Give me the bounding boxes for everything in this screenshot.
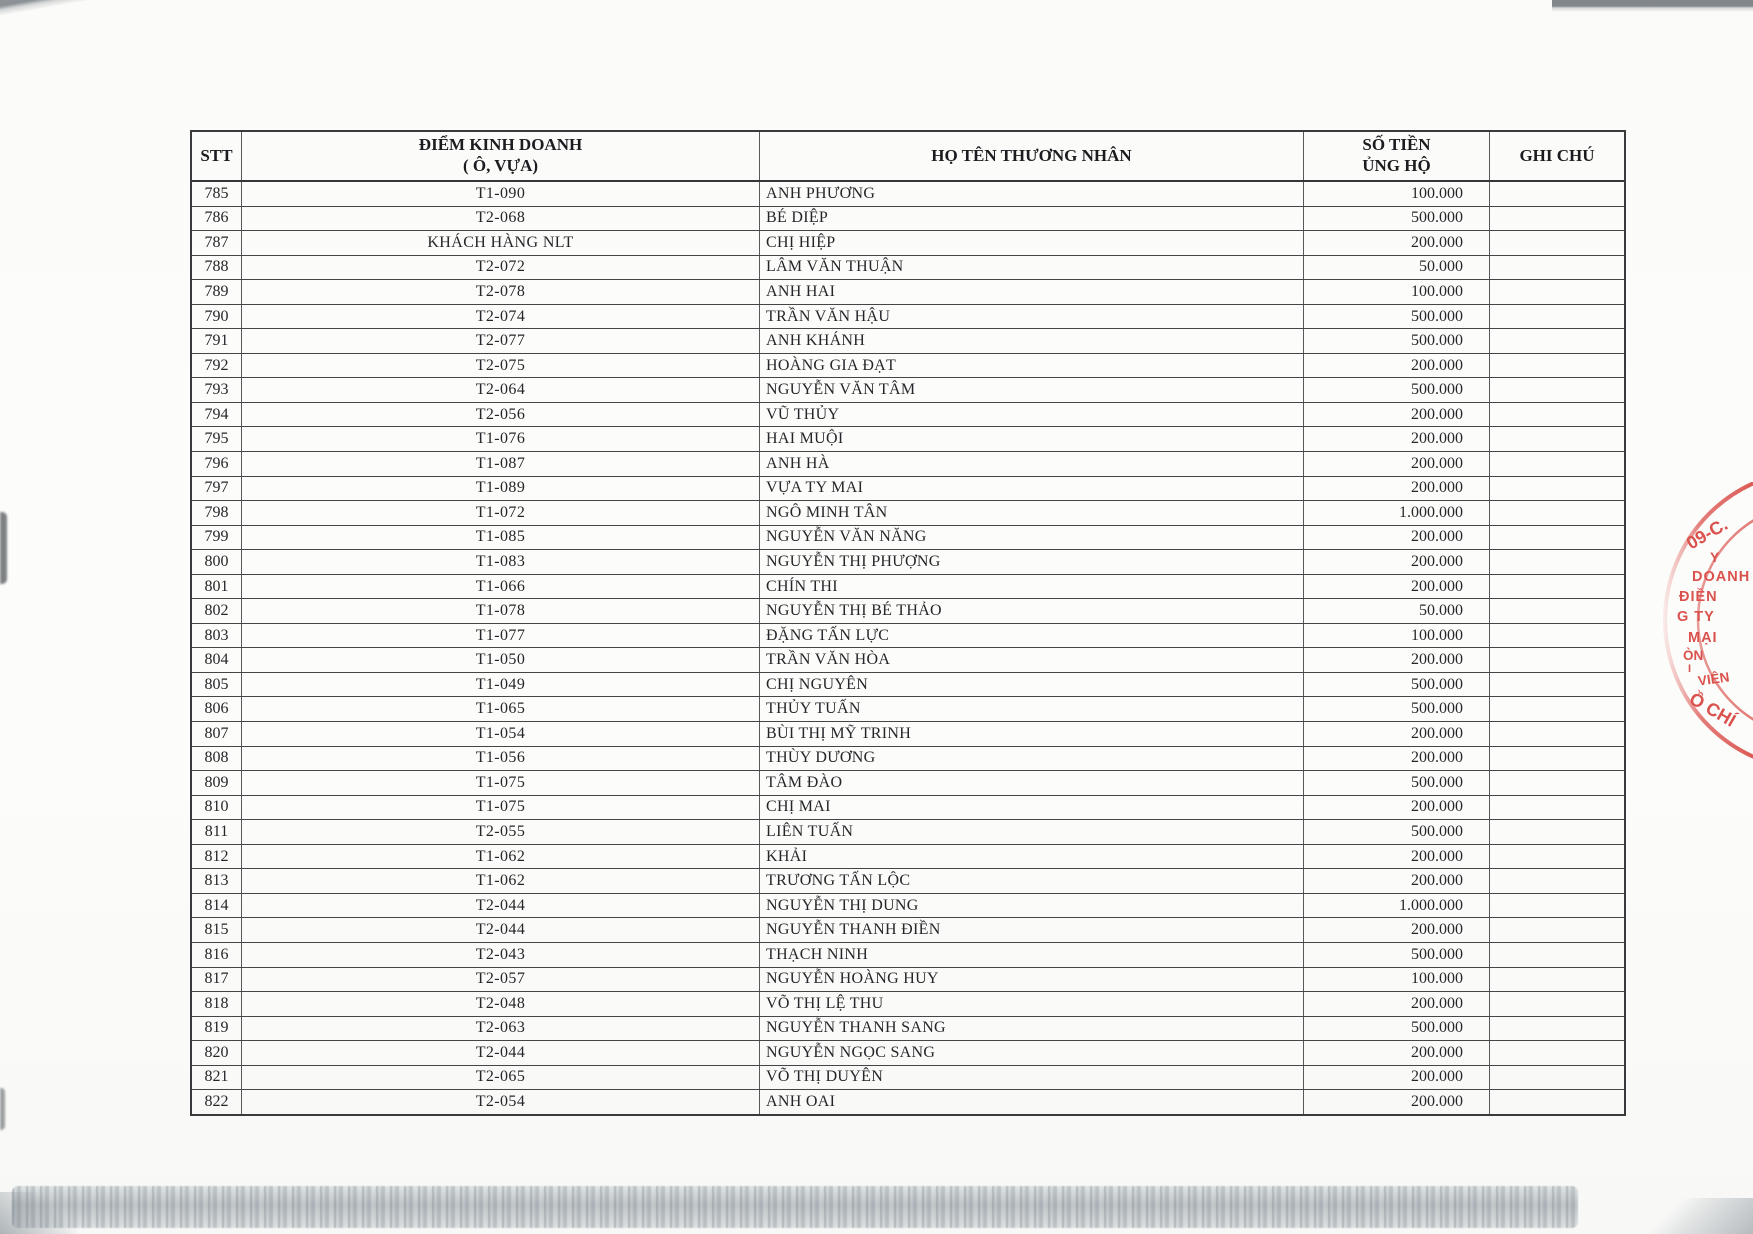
cell-hoten: LÂM VĂN THUẬN [760,256,1304,280]
cell-hoten: ANH KHÁNH [760,329,1304,353]
cell-ghichu [1490,427,1624,451]
cell-hoten: TÂM ĐÀO [760,771,1304,795]
cell-stt: 807 [192,722,242,746]
cell-sotien: 200.000 [1304,747,1490,771]
stamp-frag-i: I [1688,663,1692,675]
table-row [192,575,1624,600]
cell-sotien: 200.000 [1304,722,1490,746]
table-row [192,403,1624,428]
cell-ghichu [1490,845,1624,869]
cell-diem: T2-074 [242,305,760,329]
cell-diem: T1-072 [242,501,760,525]
cell-ghichu [1490,992,1624,1016]
cell-sotien: 200.000 [1304,427,1490,451]
cell-ghichu [1490,968,1624,992]
cell-hoten: HOÀNG GIA ĐẠT [760,354,1304,378]
cell-stt: 818 [192,992,242,1016]
cell-hoten: VỰA TY MAI [760,477,1304,501]
scan-bottom-band [12,1186,1578,1228]
table-row [192,452,1624,477]
cell-diem: T2-075 [242,354,760,378]
cell-diem: T2-054 [242,1090,760,1114]
header-hoten-label: HỌ TÊN THƯƠNG NHÂN [931,145,1132,165]
cell-sotien: 500.000 [1304,305,1490,329]
table-row [192,894,1624,919]
scan-edge-top-left [0,0,170,22]
cell-hoten: CHỊ NGUYÊN [760,673,1304,697]
cell-sotien: 500.000 [1304,697,1490,721]
cell-hoten: CHỊ MAI [760,796,1304,820]
cell-sotien: 50.000 [1304,599,1490,623]
cell-stt: 785 [192,182,242,206]
cell-diem: T2-043 [242,943,760,967]
cell-hoten: VŨ THỦY [760,403,1304,427]
cell-diem: T1-085 [242,526,760,550]
donation-table [190,130,1626,1116]
cell-diem: T2-057 [242,968,760,992]
cell-diem: T2-055 [242,820,760,844]
table-row [192,1017,1624,1042]
cell-stt: 809 [192,771,242,795]
table-row [192,550,1624,575]
cell-stt: 820 [192,1041,242,1065]
cell-stt: 800 [192,550,242,574]
cell-diem: KHÁCH HÀNG NLT [242,231,760,255]
table-row [192,820,1624,845]
cell-sotien: 500.000 [1304,820,1490,844]
stamp-frag-mai: MẠI [1688,630,1718,646]
cell-hoten: TRƯƠNG TẤN LỘC [760,869,1304,893]
cell-diem: T1-065 [242,697,760,721]
cell-diem: T1-054 [242,722,760,746]
cell-sotien: 50.000 [1304,256,1490,280]
cell-sotien: 200.000 [1304,354,1490,378]
cell-ghichu [1490,403,1624,427]
cell-stt: 792 [192,354,242,378]
scan-smudge [0,1088,5,1130]
header-stt [192,132,242,180]
cell-hoten: ANH OAI [760,1090,1304,1114]
scan-smudge [0,512,7,584]
cell-stt: 808 [192,747,242,771]
cell-sotien: 500.000 [1304,771,1490,795]
cell-stt: 799 [192,526,242,550]
table-body [192,182,1624,1114]
cell-sotien: 100.000 [1304,280,1490,304]
cell-hoten: NGUYỄN THỊ DUNG [760,894,1304,918]
scan-edge-top-right [1552,0,1753,12]
cell-diem: T1-075 [242,796,760,820]
cell-stt: 813 [192,869,242,893]
table-row [192,747,1624,772]
cell-ghichu [1490,1090,1624,1114]
table-row [192,477,1624,502]
cell-sotien: 200.000 [1304,526,1490,550]
cell-hoten: NGUYỄN VĂN NĂNG [760,526,1304,550]
header-ho-ten [760,132,1304,180]
cell-diem: T1-090 [242,182,760,206]
cell-diem: T1-077 [242,624,760,648]
stamp-frag-y: Y [1710,549,1720,565]
table-row [192,207,1624,232]
cell-sotien: 1.000.000 [1304,894,1490,918]
table-row [192,501,1624,526]
cell-stt: 798 [192,501,242,525]
cell-stt: 810 [192,796,242,820]
table-row [192,869,1624,894]
table-row [192,673,1624,698]
cell-sotien: 100.000 [1304,624,1490,648]
table-row [192,1066,1624,1091]
cell-hoten: ANH PHƯƠNG [760,182,1304,206]
cell-diem: T1-078 [242,599,760,623]
cell-sotien: 200.000 [1304,477,1490,501]
cell-ghichu [1490,354,1624,378]
cell-hoten: TRẦN VĂN HẬU [760,305,1304,329]
table-row [192,697,1624,722]
cell-diem: T2-077 [242,329,760,353]
cell-hoten: CHÍN THI [760,575,1304,599]
cell-sotien: 1.000.000 [1304,501,1490,525]
cell-diem: T1-087 [242,452,760,476]
cell-hoten: NGUYỄN NGỌC SANG [760,1041,1304,1065]
cell-hoten: LIÊN TUẤN [760,820,1304,844]
cell-sotien: 500.000 [1304,943,1490,967]
cell-diem: T1-049 [242,673,760,697]
table-row [192,918,1624,943]
cell-hoten: NGUYỄN THANH SANG [760,1017,1304,1041]
table-row [192,354,1624,379]
table-row [192,771,1624,796]
cell-sotien: 500.000 [1304,207,1490,231]
cell-ghichu [1490,256,1624,280]
cell-hoten: NGÔ MINH TÂN [760,501,1304,525]
cell-ghichu [1490,378,1624,402]
header-diem-line2: ( Ô, VỰA) [462,156,539,175]
cell-sotien: 200.000 [1304,1066,1490,1090]
cell-stt: 788 [192,256,242,280]
cell-sotien: 200.000 [1304,845,1490,869]
cell-hoten: KHẢI [760,845,1304,869]
cell-diem: T2-056 [242,403,760,427]
cell-hoten: NGUYỄN THỊ BÉ THẢO [760,599,1304,623]
table-row [192,182,1624,207]
cell-sotien: 200.000 [1304,231,1490,255]
cell-stt: 811 [192,820,242,844]
cell-stt: 790 [192,305,242,329]
table-row [192,1090,1624,1114]
cell-diem: T2-044 [242,918,760,942]
table-header-row [192,132,1624,182]
table-row [192,280,1624,305]
cell-stt: 787 [192,231,242,255]
cell-diem: T1-066 [242,575,760,599]
cell-hoten: ANH HÀ [760,452,1304,476]
cell-hoten: NGUYỄN HOÀNG HUY [760,968,1304,992]
cell-hoten: NGUYỄN VĂN TÂM [760,378,1304,402]
cell-ghichu [1490,329,1624,353]
cell-sotien: 100.000 [1304,182,1490,206]
cell-ghichu [1490,207,1624,231]
cell-ghichu [1490,182,1624,206]
table-row [192,305,1624,330]
cell-hoten: ANH HAI [760,280,1304,304]
cell-diem: T1-083 [242,550,760,574]
table-row [192,992,1624,1017]
header-ghi-chu [1490,132,1624,180]
cell-stt: 795 [192,427,242,451]
cell-ghichu [1490,231,1624,255]
cell-ghichu [1490,452,1624,476]
table-row [192,624,1624,649]
cell-hoten: THỦY TUẤN [760,697,1304,721]
stamp-frag-code: 09-C. [1682,514,1732,554]
cell-ghichu [1490,796,1624,820]
cell-hoten: VÕ THỊ DUYÊN [760,1066,1304,1090]
table-row [192,845,1624,870]
cell-hoten: ĐẶNG TẤN LỰC [760,624,1304,648]
cell-ghichu [1490,918,1624,942]
cell-sotien: 200.000 [1304,648,1490,672]
cell-stt: 819 [192,1017,242,1041]
cell-sotien: 100.000 [1304,968,1490,992]
cell-stt: 794 [192,403,242,427]
cell-sotien: 200.000 [1304,1041,1490,1065]
cell-diem: T1-062 [242,869,760,893]
cell-stt: 804 [192,648,242,672]
stamp-frag-doanh: DOANH [1692,569,1751,585]
cell-stt: 803 [192,624,242,648]
scan-edge-bottom-right [1646,1198,1753,1234]
cell-ghichu [1490,1017,1624,1041]
table-row [192,256,1624,281]
cell-stt: 817 [192,968,242,992]
table-row [192,599,1624,624]
cell-stt: 802 [192,599,242,623]
table-row [192,526,1624,551]
cell-stt: 797 [192,477,242,501]
cell-sotien: 200.000 [1304,796,1490,820]
cell-stt: 816 [192,943,242,967]
cell-hoten: TRẦN VĂN HÒA [760,648,1304,672]
table-row [192,329,1624,354]
header-sotien-line2: ỦNG HỘ [1362,156,1431,175]
header-so-tien [1304,132,1490,180]
header-sotien-line1: SỐ TIỀN [1362,135,1431,155]
cell-ghichu [1490,820,1624,844]
table-row [192,943,1624,968]
cell-sotien: 500.000 [1304,378,1490,402]
cell-diem: T2-048 [242,992,760,1016]
cell-hoten: THÙY DƯƠNG [760,747,1304,771]
cell-diem: T1-089 [242,477,760,501]
cell-stt: 822 [192,1090,242,1114]
cell-sotien: 200.000 [1304,403,1490,427]
cell-ghichu [1490,894,1624,918]
cell-sotien: 200.000 [1304,452,1490,476]
table-row [192,648,1624,673]
stamp-frag-on: ÒN [1683,648,1704,663]
cell-diem: T2-063 [242,1017,760,1041]
cell-diem: T2-078 [242,280,760,304]
cell-ghichu [1490,305,1624,329]
cell-ghichu [1490,1066,1624,1090]
table-row [192,231,1624,256]
cell-stt: 793 [192,378,242,402]
cell-stt: 805 [192,673,242,697]
stamp-frag-hochi: Ồ CHÍ [1685,688,1740,731]
cell-diem: T2-064 [242,378,760,402]
cell-diem: T2-044 [242,1041,760,1065]
cell-sotien: 500.000 [1304,1017,1490,1041]
cell-ghichu [1490,943,1624,967]
cell-diem: T2-044 [242,894,760,918]
stamp-frag-dien: ĐIỀN [1679,589,1718,605]
cell-hoten: THẠCH NINH [760,943,1304,967]
table-row [192,1041,1624,1066]
cell-sotien: 200.000 [1304,1090,1490,1114]
cell-stt: 821 [192,1066,242,1090]
cell-sotien: 200.000 [1304,992,1490,1016]
cell-stt: 786 [192,207,242,231]
cell-ghichu [1490,1041,1624,1065]
cell-hoten: CHỊ HIỆP [760,231,1304,255]
header-diem-line1: ĐIỂM KINH DOANH [418,135,583,155]
cell-diem: T1-056 [242,747,760,771]
table-row [192,378,1624,403]
cell-stt: 806 [192,697,242,721]
cell-hoten: HAI MUỘI [760,427,1304,451]
cell-stt: 791 [192,329,242,353]
cell-sotien: 500.000 [1304,329,1490,353]
header-diem-kinh-doanh [242,132,760,180]
cell-ghichu [1490,869,1624,893]
cell-diem: T1-050 [242,648,760,672]
table-row [192,722,1624,747]
cell-ghichu [1490,280,1624,304]
cell-ghichu [1490,771,1624,795]
table-row [192,968,1624,993]
cell-sotien: 200.000 [1304,575,1490,599]
table-row [192,796,1624,821]
cell-diem: T2-065 [242,1066,760,1090]
cell-hoten: BÉ DIỆP [760,207,1304,231]
stamp-frag-vien: VIÊN [1697,669,1731,689]
cell-diem: T1-075 [242,771,760,795]
cell-hoten: VÕ THỊ LỆ THU [760,992,1304,1016]
cell-diem: T1-076 [242,427,760,451]
cell-hoten: NGUYỄN THỊ PHƯỢNG [760,550,1304,574]
cell-sotien: 200.000 [1304,550,1490,574]
header-ghichu-label: GHI CHÚ [1519,145,1595,165]
cell-stt: 801 [192,575,242,599]
cell-sotien: 200.000 [1304,918,1490,942]
table-row [192,427,1624,452]
cell-stt: 814 [192,894,242,918]
cell-stt: 789 [192,280,242,304]
header-stt-label: STT [200,145,233,165]
cell-diem: T2-072 [242,256,760,280]
cell-hoten: NGUYỄN THANH ĐIỀN [760,918,1304,942]
cell-sotien: 500.000 [1304,673,1490,697]
cell-diem: T2-068 [242,207,760,231]
cell-sotien: 200.000 [1304,869,1490,893]
stamp-frag-gty: G TY [1677,609,1715,625]
cell-stt: 812 [192,845,242,869]
cell-stt: 815 [192,918,242,942]
cell-stt: 796 [192,452,242,476]
red-stamp [1580,482,1753,774]
cell-diem: T1-062 [242,845,760,869]
cell-hoten: BÙI THỊ MỸ TRINH [760,722,1304,746]
